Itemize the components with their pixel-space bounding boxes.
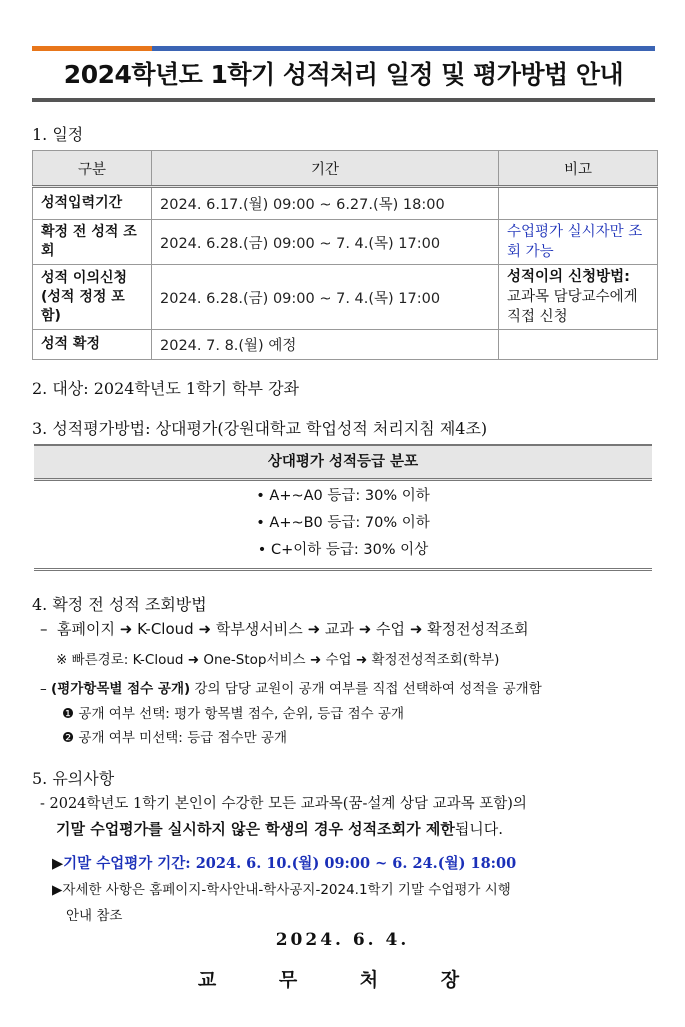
table-row	[33, 265, 658, 330]
header-note: 비고	[499, 151, 658, 187]
triangle-icon: ▶	[52, 882, 63, 898]
row-label: 성적 확정	[33, 330, 152, 360]
table-row	[33, 187, 658, 220]
issue-date: 2024. 6. 4.	[275, 930, 410, 950]
path-step: K-Cloud	[137, 620, 194, 638]
path-step: 수업	[376, 620, 406, 638]
detail-line-1	[52, 878, 511, 898]
number-one-icon: ❶	[62, 706, 75, 722]
title-accent-bar	[32, 46, 152, 51]
row-note	[499, 187, 658, 220]
arrow-icon: ➜	[358, 620, 372, 638]
disclosure-option-1	[62, 702, 404, 722]
path-step: 확정전성적조회(학부)	[371, 652, 500, 668]
path-step: One-Stop서비스	[203, 652, 306, 668]
disclosure-dash: –	[40, 681, 47, 697]
row-period: 2024. 6.28.(금) 09:00 ~ 7. 4.(목) 17:00	[152, 220, 499, 265]
notice-restriction-end: 됩니다.	[454, 820, 504, 838]
table-row	[33, 220, 658, 265]
section-4-heading: 4. 확정 전 성적 조회방법	[32, 595, 207, 614]
header-category: 구분	[33, 151, 152, 187]
table-row	[33, 330, 658, 360]
list-item: • A+~A0 등급: 30% 이하	[256, 488, 430, 504]
section-1-heading: 1. 일정	[32, 125, 84, 144]
path-step: 확정전성적조회	[427, 620, 529, 638]
arrow-icon: ➜	[409, 620, 423, 638]
arrow-icon: ➜	[355, 652, 368, 668]
notice-line-2	[56, 818, 503, 839]
row-period: 2024. 7. 8.(월) 예정	[152, 330, 499, 360]
option-text: 공개 여부 미선택: 등급 점수만 공개	[78, 730, 287, 746]
path-step: 수업	[325, 652, 352, 668]
evaluation-period-text: 기말 수업평가 기간: 2024. 6. 10.(월) 09:00 ~ 6. 24.(월) 18:00	[63, 855, 517, 872]
disclosure-line	[40, 677, 542, 697]
row-period: 2024. 6.17.(월) 09:00 ~ 6.27.(목) 18:00	[152, 187, 499, 220]
number-two-icon: ❷	[62, 730, 75, 746]
quick-path	[56, 648, 499, 668]
row-note	[499, 330, 658, 360]
detail-line-2: 안내 참조	[66, 908, 123, 924]
triangle-icon: ▶	[52, 855, 64, 872]
distribution-header: 상대평가 성적등급 분포	[34, 444, 652, 481]
row-label: 성적입력기간	[33, 187, 152, 220]
list-item: • C+이하 등급: 30% 이상	[257, 542, 429, 558]
arrow-icon: ➜	[119, 620, 133, 638]
disclosure-text: 강의 담당 교원이 공개 여부를 직접 선택하여 성적을 공개함	[190, 681, 542, 697]
section-3-heading: 3. 성적평가방법: 상대평가(강원대학교 학업성적 처리지침 제4조)	[32, 419, 488, 438]
notice-restriction: 기말 수업평가를 실시하지 않은 학생의 경우 성적조회가 제한	[56, 820, 455, 838]
note-method-label: 성적이의 신청방법:	[507, 269, 630, 285]
row-label: 확정 전 성적 조회	[33, 220, 152, 265]
evaluation-period	[52, 852, 516, 873]
arrow-icon: ➜	[187, 652, 200, 668]
section-5-heading: 5. 유의사항	[32, 769, 115, 788]
title-top-bar	[32, 46, 655, 51]
path-dash: –	[40, 620, 48, 638]
path-step: 교과	[324, 620, 354, 638]
page-title: 2024학년도 1학기 성적처리 일정 및 평가방법 안내	[63, 60, 624, 89]
detail-text: 자세한 사항은 홈페이지-학사안내-학사공지-2024.1학기 기말 수업평가 시행	[62, 882, 511, 898]
disclosure-option-2	[62, 726, 287, 746]
title-underline	[32, 98, 655, 102]
notice-line-1: - 2024학년도 1학기 본인이 수강한 모든 교과목(꿈-설계 상담 교과목 포함)의	[40, 796, 527, 812]
arrow-icon: ➜	[309, 652, 322, 668]
row-note	[499, 265, 658, 330]
issuer-signature: 교 무 처 장	[197, 969, 488, 991]
note-method-text: 교과목 담당교수에게 직접 신청	[507, 289, 638, 325]
quick-path-prefix: ※ 빠른경로:	[56, 652, 129, 668]
row-label: 성적 이의신청 (성적 정정 포함)	[33, 265, 152, 330]
option-text: 공개 여부 선택: 평가 항목별 점수, 순위, 등급 점수 공개	[78, 706, 405, 722]
list-item: • A+~B0 등급: 70% 이하	[256, 515, 430, 531]
table-header-row	[33, 151, 658, 187]
header-period: 기간	[152, 151, 499, 187]
distribution-list	[34, 481, 652, 571]
path-step: 홈페이지	[57, 620, 116, 638]
section-2-heading: 2. 대상: 2024학년도 1학기 학부 강좌	[32, 379, 300, 398]
schedule-table	[32, 150, 658, 360]
disclosure-title: (평가항목별 점수 공개)	[51, 681, 191, 697]
path-step: K-Cloud	[132, 652, 184, 668]
row-period: 2024. 6.28.(금) 09:00 ~ 7. 4.(목) 17:00	[152, 265, 499, 330]
grade-distribution-box	[34, 444, 652, 571]
arrow-icon: ➜	[307, 620, 321, 638]
access-path	[40, 618, 529, 639]
row-note: 수업평가 실시자만 조회 가능	[499, 220, 658, 265]
arrow-icon: ➜	[198, 620, 212, 638]
path-step: 학부생서비스	[215, 620, 303, 638]
